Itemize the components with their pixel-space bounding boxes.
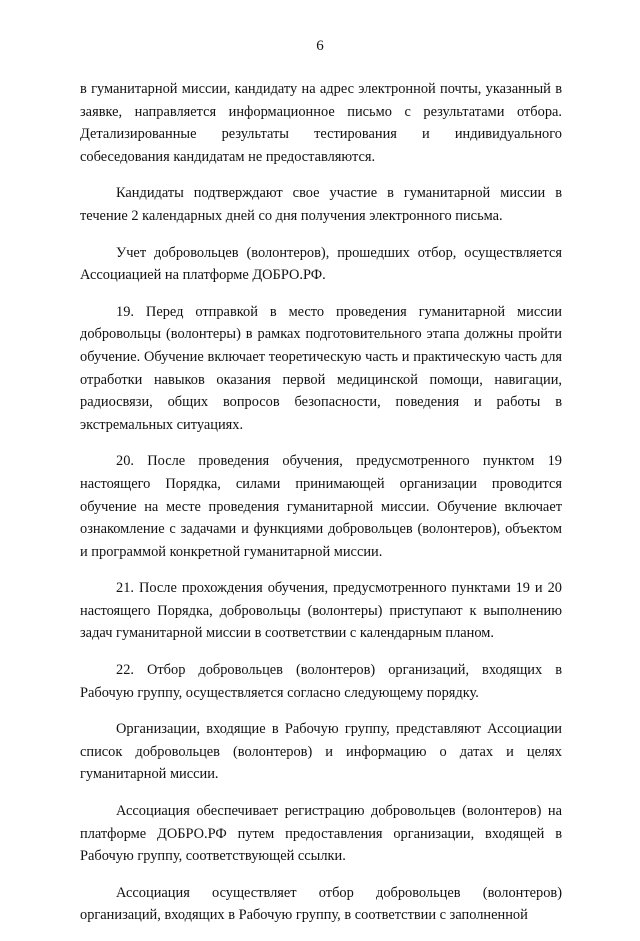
paragraph-item-20: 20. После проведения обучения, предусмотренного пунктом 19 настоящего Порядка, силами принимающей организации проводится обучение на месте проведения гуманитарной миссии. Обучение включает ознакомление с задачами и функциями добровольцев (волонтеров), объектом и программой конкретной гуманитарной миссии. (80, 453, 562, 560)
paragraph-organizations-submit-list: Организации, входящие в Рабочую группу, представляют Ассоциации список добровольцев (волонтеров) и информацию о датах и целях гуманитарной миссии. (80, 721, 562, 783)
paragraph-association-selection: Ассоциация осуществляет отбор добровольцев (волонтеров) организаций, входящих в Рабочую группу, в соответствии с заполненной (80, 884, 562, 924)
paragraph-candidate-confirmation: Кандидаты подтверждают свое участие в гуманитарной миссии в течение 2 календарных дней со дня получения электронного письма. (80, 185, 562, 224)
paragraph-association-registration: Ассоциация обеспечивает регистрацию добровольцев (волонтеров) на платформе ДОБРО.РФ путем предоставления организации, входящей в Рабочую группу, соответствующей ссылки. (80, 803, 562, 865)
paragraph-selection-result-notice: в гуманитарной миссии, кандидату на адрес электронной почты, указанный в заявке, направляется информационное письмо с результатами отбора. Детализированные результаты тестирования и индивидуального собеседования кандидатам не предоставляются. (80, 81, 562, 165)
page-number: 6 (316, 38, 324, 54)
paragraph-item-22: 22. Отбор добровольцев (волонтеров) организаций, входящих в Рабочую группу, осуществляется согласно следующему порядку. (80, 662, 562, 701)
document-body (80, 78, 562, 941)
paragraph-item-21: 21. После прохождения обучения, предусмотренного пунктами 19 и 20 настоящего Порядка, добровольцы (волонтеры) приступают к выполнению задач гуманитарной миссии в соответствии с календарным планом. (80, 580, 562, 642)
paragraph-volunteer-accounting: Учет добровольцев (волонтеров), прошедших отбор, осуществляется Ассоциацией на платформе ДОБРО.РФ. (80, 244, 562, 284)
paragraph-item-19: 19. Перед отправкой в место проведения гуманитарной миссии добровольцы (волонтеры) в рамках подготовительного этапа должны пройти обучение. Обучение включает теоретическую часть и практическую часть для отработки навыков оказания первой медицинской помощи, навигации, радиосвязи, общих вопросов безопасности, поведения и работы в экстремальных ситуациях. (80, 303, 562, 433)
